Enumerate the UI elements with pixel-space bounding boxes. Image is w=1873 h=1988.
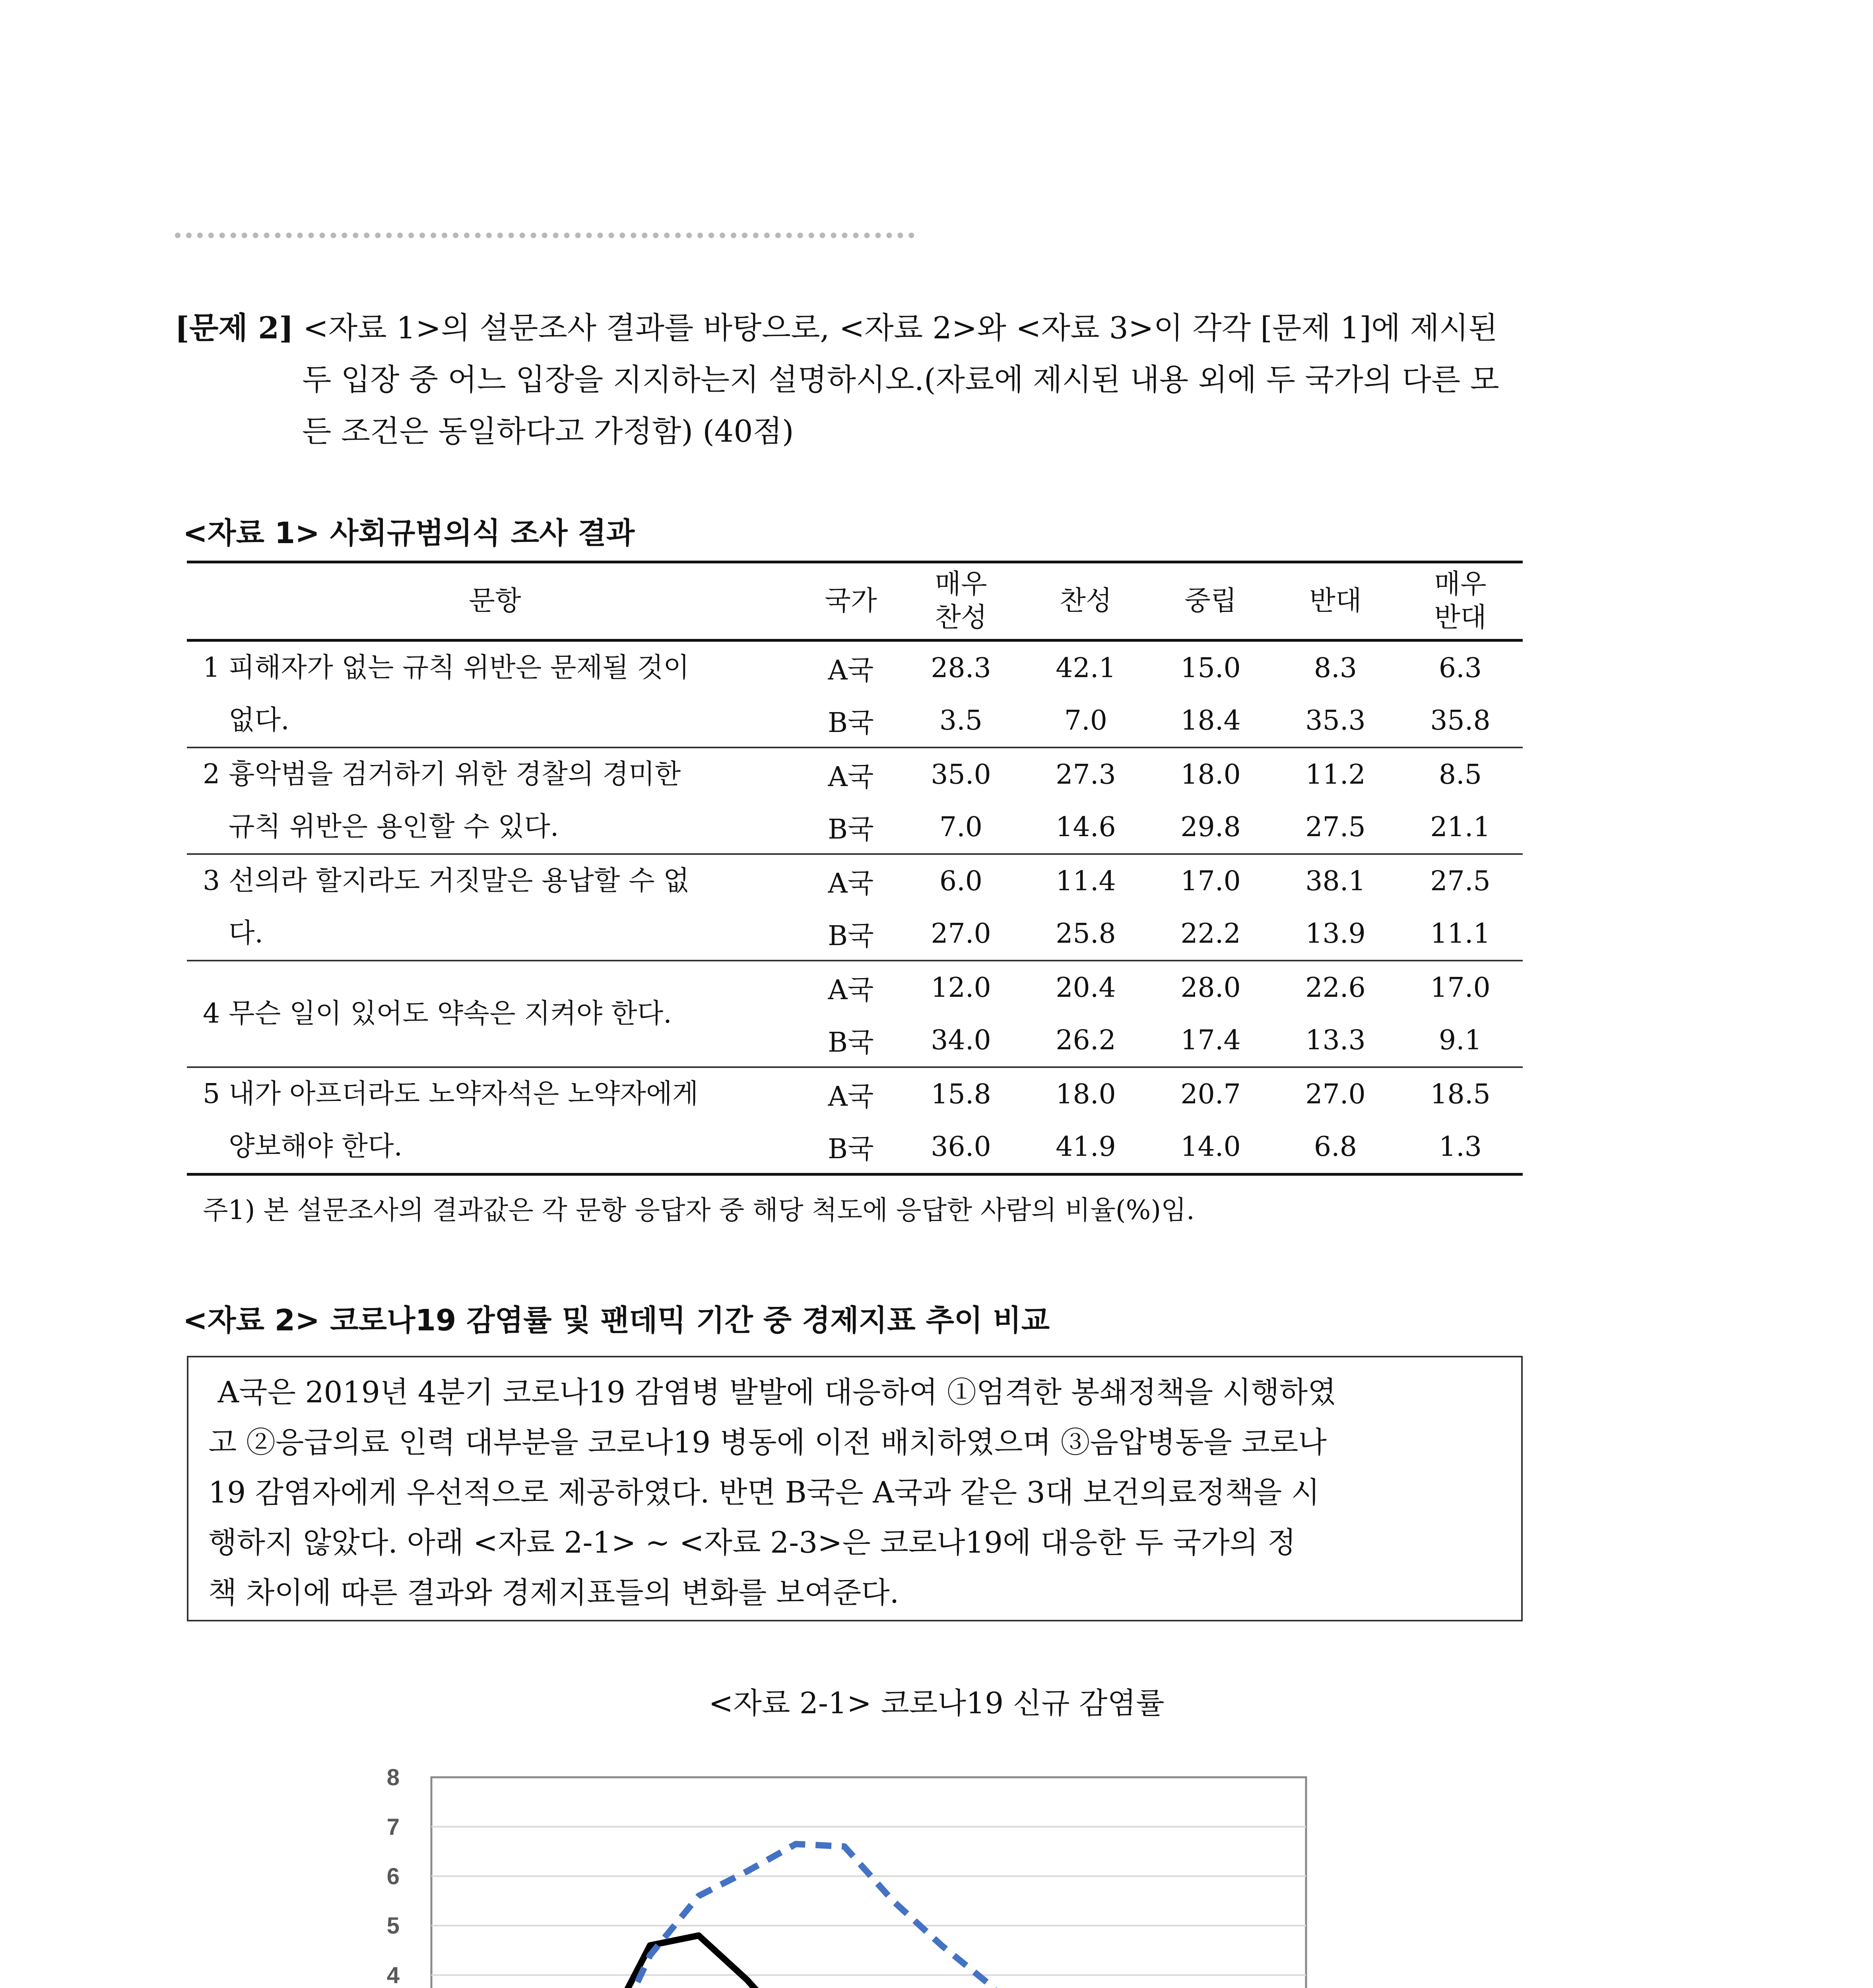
value-cell: 25.8 — [1056, 918, 1116, 949]
table-header-row — [187, 562, 1523, 641]
y-tick-label: 7 — [386, 1814, 400, 1840]
box-line: A국은 2019년 4분기 코로나19 감염병 발발에 대응하여 ①엄격한 봉쇄정책을 시행하였 — [208, 1375, 1336, 1409]
value-cell: 14.6 — [1056, 811, 1116, 843]
value-cell: 13.9 — [1305, 918, 1366, 949]
table-row — [187, 854, 1523, 907]
value-cell: 35.8 — [1430, 705, 1491, 736]
box-line: 고 ②응급의료 인력 대부분을 코로나19 병동에 이전 배치하였으며 ③음압병동을 코로나 — [208, 1425, 1327, 1460]
value-cell: 11.1 — [1430, 918, 1491, 949]
value-cell: 18.5 — [1398, 1067, 1523, 1120]
value-cell: 21.1 — [1430, 811, 1491, 843]
value-cell: 7.0 — [939, 811, 983, 843]
value-cell: 28.0 — [1148, 961, 1273, 1014]
survey-table — [187, 561, 1523, 1176]
header-neutral: 중립 — [1148, 562, 1273, 641]
series-line-a — [456, 1936, 1282, 1988]
header-strongly-disagree: 매우 반대 — [1398, 562, 1523, 641]
value-cell: 17.0 — [1398, 961, 1523, 1014]
country-cell: B국 — [828, 707, 874, 739]
box-line: 행하지 않았다. 아래 <자료 2-1> ~ <자료 2-3>은 코로나19에 대응한 두 국가의 정 — [208, 1526, 1296, 1560]
question-line-3: 든 조건은 동일하다고 가정함) (40점) — [302, 414, 794, 449]
value-cell: 15.8 — [899, 1067, 1023, 1120]
item-cell: 4 무슨 일이 있어도 약속은 지켜야 한다. — [187, 961, 803, 1067]
country-cell: A국 — [803, 961, 899, 1014]
table-row — [187, 641, 1523, 695]
header-strongly-agree: 매우 찬성 — [899, 562, 1023, 641]
country-cell: B국 — [828, 920, 874, 952]
value-cell: 11.2 — [1273, 747, 1398, 801]
country-cell: A국 — [803, 641, 899, 695]
value-cell: 36.0 — [899, 1120, 1023, 1175]
value-cell: 1.3 — [1398, 1120, 1523, 1175]
table-row — [187, 1067, 1523, 1120]
header-disagree: 반대 — [1273, 562, 1398, 641]
value-cell: 42.1 — [1023, 641, 1148, 695]
value-cell: 12.0 — [899, 961, 1023, 1014]
series-lines — [456, 1844, 1282, 1988]
question-label: [문제 2] — [175, 310, 294, 346]
value-cell: 11.4 — [1023, 854, 1148, 907]
item-cell: 3 선의라 할지라도 거짓말은 용납할 수 없 다. — [187, 854, 803, 961]
value-cell: 8.3 — [1273, 641, 1398, 695]
infection-rate-chart — [358, 1749, 1431, 1988]
country-cell: A국 — [803, 747, 899, 801]
value-cell: 3.5 — [939, 705, 983, 736]
value-cell: 27.3 — [1023, 747, 1148, 801]
value-cell: 18.0 — [1148, 747, 1273, 801]
table-row — [187, 961, 1523, 1014]
section2-title: <자료 2> 코로나19 감염률 및 팬데믹 기간 중 경제지표 추이 비교 — [183, 1303, 1050, 1338]
value-cell: 41.9 — [1023, 1120, 1148, 1175]
item-cell: 2 흉악범을 검거하기 위한 경찰의 경미한 규칙 위반은 용인할 수 있다. — [187, 747, 803, 854]
box-line: 책 차이에 따른 결과와 경제지표들의 변화를 보여준다. — [208, 1576, 899, 1610]
value-cell: 35.0 — [899, 747, 1023, 801]
value-cell: 18.0 — [1023, 1067, 1148, 1120]
value-cell: 8.5 — [1398, 747, 1523, 801]
value-cell: 6.8 — [1273, 1120, 1398, 1175]
country-cell: A국 — [803, 854, 899, 907]
value-cell: 38.1 — [1273, 854, 1398, 907]
gridlines — [431, 1827, 1306, 1988]
value-cell: 6.0 — [899, 854, 1023, 907]
table1-note: 주1) 본 설문조사의 결과값은 각 문항 응답자 중 해당 척도에 응답한 사람의 비율(%)임. — [203, 1195, 1195, 1225]
value-cell: 9.1 — [1438, 1024, 1482, 1056]
header-item: 문항 — [187, 562, 803, 641]
value-cell: 13.3 — [1305, 1024, 1366, 1056]
y-tick-label: 5 — [386, 1913, 400, 1939]
value-cell: 15.0 — [1148, 641, 1273, 695]
value-cell: 7.0 — [1064, 705, 1108, 736]
value-cell: 27.5 — [1305, 811, 1366, 843]
country-cell: A국 — [803, 1067, 899, 1120]
y-tick-labels — [387, 1765, 400, 1988]
value-cell: 34.0 — [931, 1024, 991, 1056]
value-cell: 22.6 — [1273, 961, 1398, 1014]
value-cell: 14.0 — [1148, 1120, 1273, 1175]
value-cell: 26.2 — [1056, 1024, 1116, 1056]
value-cell: 35.3 — [1305, 705, 1366, 736]
value-cell: 17.0 — [1148, 854, 1273, 907]
box-line: 19 감염자에게 우선적으로 제공하였다. 반면 B국은 A국과 같은 3대 보건의료정책을 시 — [208, 1475, 1320, 1510]
table-row — [187, 747, 1523, 801]
value-cell: 29.8 — [1180, 811, 1241, 843]
question-line-1: <자료 1>의 설문조사 결과를 바탕으로, <자료 2>와 <자료 3>이 각각 [문제 1]에 제시된 — [293, 310, 1498, 346]
top-dotted-divider — [175, 233, 914, 238]
value-cell: 27.0 — [1273, 1067, 1398, 1120]
country-cell: B국 — [803, 1120, 899, 1175]
value-cell: 22.2 — [1180, 918, 1241, 949]
question-line-2: 두 입장 중 어느 입장을 지지하는지 설명하시오.(자료에 제시된 내용 외에 두 국가의 다른 모 — [302, 362, 1499, 397]
policy-description-box — [187, 1356, 1523, 1621]
header-agree: 찬성 — [1023, 562, 1148, 641]
country-cell: B국 — [828, 1027, 874, 1058]
value-cell: 20.4 — [1023, 961, 1148, 1014]
item-cell: 1 피해자가 없는 규칙 위반은 문제될 것이 없다. — [187, 641, 803, 748]
y-tick-label: 6 — [386, 1863, 400, 1889]
chart-title: <자료 2-1> 코로나19 신규 감염률 — [708, 1686, 1165, 1720]
value-cell: 27.5 — [1398, 854, 1523, 907]
header-country: 국가 — [803, 562, 899, 641]
value-cell: 6.3 — [1398, 641, 1523, 695]
value-cell: 20.7 — [1148, 1067, 1273, 1120]
value-cell: 17.4 — [1180, 1024, 1241, 1056]
question-text — [175, 302, 1725, 354]
country-cell: B국 — [828, 813, 874, 845]
value-cell: 18.4 — [1180, 705, 1241, 736]
table1-title: <자료 1> 사회규범의식 조사 결과 — [183, 516, 635, 550]
value-cell: 28.3 — [899, 641, 1023, 695]
value-cell: 27.0 — [931, 918, 991, 949]
item-cell: 5 내가 아프더라도 노약자석은 노약자에게 양보해야 한다. — [187, 1067, 803, 1175]
series-line-b — [456, 1844, 1282, 1988]
y-tick-label: 4 — [386, 1962, 400, 1988]
y-tick-label: 8 — [386, 1765, 400, 1790]
plot-area-border — [431, 1777, 1306, 1988]
